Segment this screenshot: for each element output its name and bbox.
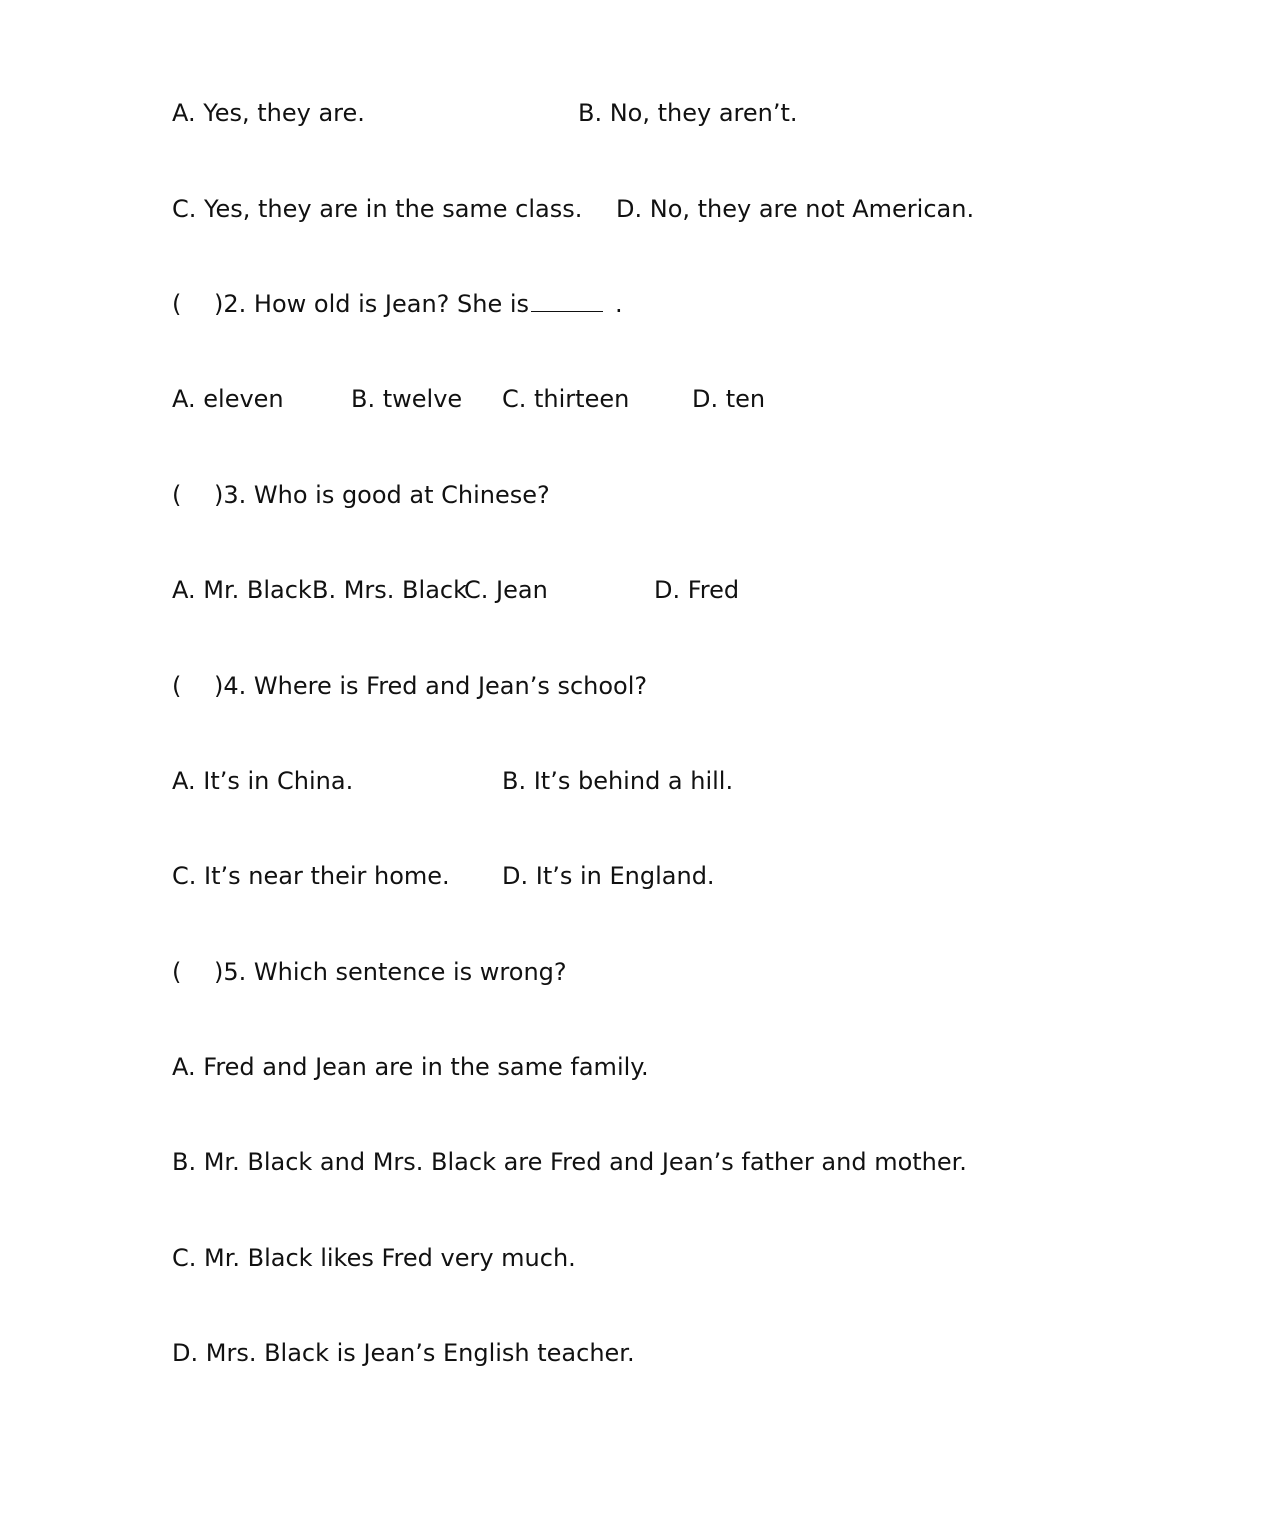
q1-option-d: D. No, they are not American. (616, 195, 975, 223)
q4-stem-line (172, 666, 1172, 706)
q4-options-row-1 (172, 761, 1172, 801)
q5-option-d: D. Mrs. Black is Jean’s English teacher. (172, 1339, 635, 1367)
q3-stem-line (172, 475, 1172, 515)
q3-option-d: D. Fred (654, 576, 740, 604)
q5-option-c: C. Mr. Black likes Fred very much. (172, 1244, 576, 1272)
q4-option-d: D. It’s in England. (502, 862, 715, 890)
q2-option-b: B. twelve (351, 385, 463, 413)
q2-stem-text: )2. How old is Jean? She is (214, 290, 530, 318)
q5-stem-line (172, 952, 1172, 992)
q3-stem: )3. Who is good at Chinese? (214, 481, 550, 509)
q1-options-row-2 (172, 189, 1172, 229)
q2-answer-bracket: ( (172, 290, 182, 318)
q2-option-a: A. eleven (172, 385, 284, 413)
q5-option-b-line (172, 1142, 1172, 1182)
q3-option-a: A. Mr. Black (172, 576, 312, 604)
q2-stem-end: . (615, 290, 623, 318)
q4-option-a: A. It’s in China. (172, 767, 354, 795)
q2-option-c: C. thirteen (502, 385, 630, 413)
q3-options-row (172, 570, 1172, 610)
q4-answer-bracket: ( (172, 672, 182, 700)
q3-option-c: C. Jean (464, 576, 548, 604)
q1-option-c: C. Yes, they are in the same class. (172, 195, 583, 223)
q4-options-row-2 (172, 856, 1172, 896)
q4-option-c: C. It’s near their home. (172, 862, 450, 890)
q5-option-d-line (172, 1333, 1172, 1373)
q1-option-a: A. Yes, they are. (172, 99, 365, 127)
q2-stem-line (172, 284, 1172, 324)
q4-option-b: B. It’s behind a hill. (502, 767, 734, 795)
q2-answer-blank (531, 285, 603, 312)
q5-option-c-line (172, 1238, 1172, 1278)
q1-options-row-1 (172, 93, 1172, 133)
q5-answer-bracket: ( (172, 958, 182, 986)
q3-option-b: B. Mrs. Black (312, 576, 467, 604)
q5-option-a-line (172, 1047, 1172, 1087)
q2-stem (214, 284, 623, 324)
q3-answer-bracket: ( (172, 481, 182, 509)
q5-stem: )5. Which sentence is wrong? (214, 958, 567, 986)
q5-option-a: A. Fred and Jean are in the same family. (172, 1053, 649, 1081)
q4-stem: )4. Where is Fred and Jean’s school? (214, 672, 648, 700)
q5-option-b: B. Mr. Black and Mrs. Black are Fred and Jean’s father and mother. (172, 1148, 967, 1176)
q2-option-d: D. ten (692, 385, 766, 413)
q1-option-b: B. No, they aren’t. (578, 99, 798, 127)
q2-options-row (172, 379, 1172, 419)
